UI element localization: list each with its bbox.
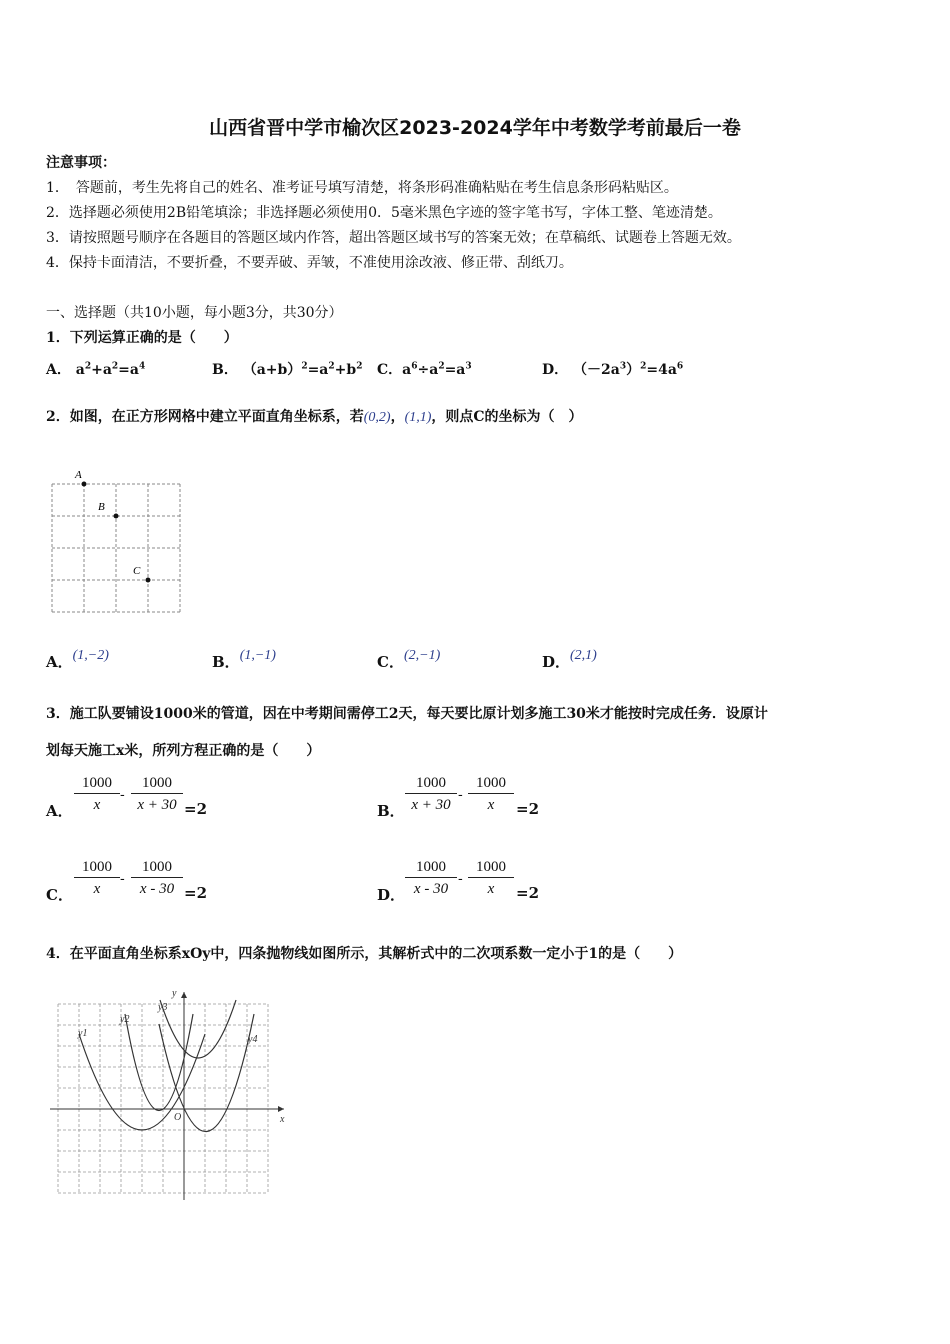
label-a: A — [75, 469, 82, 481]
label-b: B — [98, 501, 105, 513]
option-label: C． — [377, 653, 404, 671]
option-value: (2,1) — [570, 648, 597, 663]
point-c — [146, 578, 151, 583]
superscript: 4 — [138, 361, 146, 372]
coord-a: (0,2) — [363, 410, 391, 425]
y-axis-label: y — [172, 988, 177, 999]
math-text: （a+b） — [242, 362, 302, 378]
numerator: 1000 — [74, 857, 120, 878]
equals-two: =2 — [516, 884, 540, 902]
minus-sign: - — [458, 871, 463, 887]
curve-label-y3: y3 — [158, 1002, 168, 1013]
coord-b: (1,1) — [404, 410, 432, 425]
option-label: C． — [377, 362, 403, 378]
fraction — [131, 773, 183, 816]
denominator: x - 30 — [413, 881, 449, 897]
q1-option-a[interactable] — [46, 359, 145, 379]
q1-option-c[interactable] — [377, 359, 472, 379]
q2-option-c[interactable] — [377, 648, 441, 672]
option-label: D． — [542, 362, 569, 378]
numerator: 1000 — [405, 857, 457, 878]
denominator: x — [487, 881, 495, 897]
q4-parabola-figure — [46, 984, 296, 1206]
math-text: =a — [307, 362, 329, 378]
question-3-stem-line2: 划每天施工x米，所列方程正确的是（ ） — [46, 743, 321, 759]
question-3-stem-line1: 3．施工队要铺设1000米的管道，因在中考期间需停工2天，每天要比原计划多施工30米才能按时完成任务．设原计 — [46, 706, 768, 722]
numerator: 1000 — [74, 773, 120, 794]
q3-option-c-label[interactable]: C． — [46, 886, 73, 904]
curve-label-y2: y2 — [120, 1014, 130, 1025]
superscript: 6 — [411, 361, 418, 372]
math-text: （－2a — [573, 362, 620, 378]
q2-grid-figure — [44, 462, 189, 622]
superscript: 2 — [640, 361, 647, 372]
option-value: (2,−1) — [403, 648, 441, 663]
minus-sign: - — [120, 871, 125, 887]
stem-text: 2．如图，在正方形网格中建立平面直角坐标系，若 — [46, 409, 364, 425]
question-2-stem — [46, 406, 583, 426]
label-c: C — [133, 565, 141, 577]
option-label: D． — [542, 653, 571, 671]
superscript: 3 — [619, 361, 627, 372]
superscript: 2 — [84, 361, 92, 372]
numerator: 1000 — [131, 773, 183, 794]
superscript: 2 — [328, 361, 335, 372]
fraction — [468, 773, 514, 816]
notes-heading: 注意事项： — [46, 155, 116, 171]
note-item: 3．请按照题号顺序在各题目的答题区域内作答，超出答题区域书写的答案无效；在草稿纸、试题卷上答题无效。 — [46, 230, 741, 246]
parabola-y3 — [160, 1000, 236, 1058]
equals-two: =2 — [516, 800, 540, 818]
curve-label-y1: y1 — [78, 1028, 88, 1039]
q2-option-d[interactable] — [542, 648, 597, 672]
q1-option-b[interactable] — [212, 359, 362, 379]
q2-option-a[interactable] — [46, 648, 109, 672]
note-item: 2．选择题必须使用2B铅笔填涂；非选择题必须使用0．5毫米黑色字迹的签字笔书写，字体工整、笔迹清楚。 — [46, 205, 722, 221]
question-1-stem: 1．下列运算正确的是（ ） — [46, 330, 238, 346]
math-text: +b — [334, 362, 357, 378]
denominator: x + 30 — [411, 797, 451, 813]
q3-option-d-label[interactable]: D． — [377, 886, 406, 904]
superscript: 2 — [301, 361, 308, 372]
equals-two: =2 — [184, 884, 208, 902]
option-label: A． — [46, 653, 73, 671]
q3-option-b-label[interactable]: B． — [377, 802, 405, 820]
q3-option-a-label[interactable]: A． — [46, 802, 73, 820]
denominator: x + 30 — [137, 797, 177, 813]
superscript: 2 — [438, 361, 445, 372]
math-text: +a — [91, 362, 112, 378]
math-text: a — [402, 362, 412, 378]
superscript: 6 — [676, 361, 684, 372]
fraction — [74, 773, 120, 816]
numerator: 1000 — [468, 857, 514, 878]
note-item: 1． 答题前，考生先将自己的姓名、准考证号填写清楚，将条形码准确粘贴在考生信息条形码粘贴区。 — [46, 180, 678, 196]
separator: ， — [390, 409, 405, 425]
fraction — [131, 857, 183, 900]
math-text: =a — [118, 362, 139, 378]
numerator: 1000 — [131, 857, 183, 878]
point-a — [82, 482, 87, 487]
x-axis-label: x — [280, 1114, 285, 1125]
option-label: B． — [212, 653, 240, 671]
superscript: 2 — [111, 361, 119, 372]
math-text: =4a — [646, 362, 677, 378]
denominator: x — [93, 797, 101, 813]
stem-text: ，则点C的坐标为（ ） — [431, 409, 583, 425]
origin-label: O — [174, 1112, 182, 1123]
equals-two: =2 — [184, 800, 208, 818]
parabola-y2 — [125, 1014, 193, 1111]
numerator: 1000 — [468, 773, 514, 794]
fraction — [405, 857, 457, 900]
curve-label-y4: y4 — [248, 1034, 258, 1045]
option-value: (1,−2) — [72, 648, 109, 663]
math-text: a — [75, 362, 85, 378]
denominator: x — [487, 797, 495, 813]
fraction — [405, 773, 457, 816]
question-4-stem: 4．在平面直角坐标系xOy中，四条抛物线如图所示，其解析式中的二次项系数一定小于1的是（ ） — [46, 946, 683, 962]
option-label: A． — [46, 362, 71, 378]
q2-option-b[interactable] — [212, 648, 276, 672]
math-text: ） — [626, 362, 641, 378]
superscript: 3 — [465, 361, 472, 372]
numerator: 1000 — [405, 773, 457, 794]
note-item: 4．保持卡面清洁，不要折叠，不要弄破、弄皱，不准使用涂改液、修正带、刮纸刀。 — [46, 255, 573, 271]
fraction — [74, 857, 120, 900]
minus-sign: - — [458, 787, 463, 803]
page-title: 山西省晋中学市榆次区2023-2024学年中考数学考前最后一卷 — [209, 117, 741, 139]
section-heading: 一、选择题（共10小题，每小题3分，共30分） — [46, 305, 343, 321]
fraction — [468, 857, 514, 900]
option-value: (1,−1) — [239, 648, 276, 663]
math-text: ÷a — [417, 362, 439, 378]
math-text: =a — [444, 362, 466, 378]
denominator: x — [93, 881, 101, 897]
q1-option-d[interactable] — [542, 359, 683, 379]
superscript: 2 — [356, 361, 363, 372]
point-b — [114, 514, 119, 519]
option-label: B． — [212, 362, 238, 378]
denominator: x - 30 — [139, 881, 175, 897]
minus-sign: - — [120, 787, 125, 803]
